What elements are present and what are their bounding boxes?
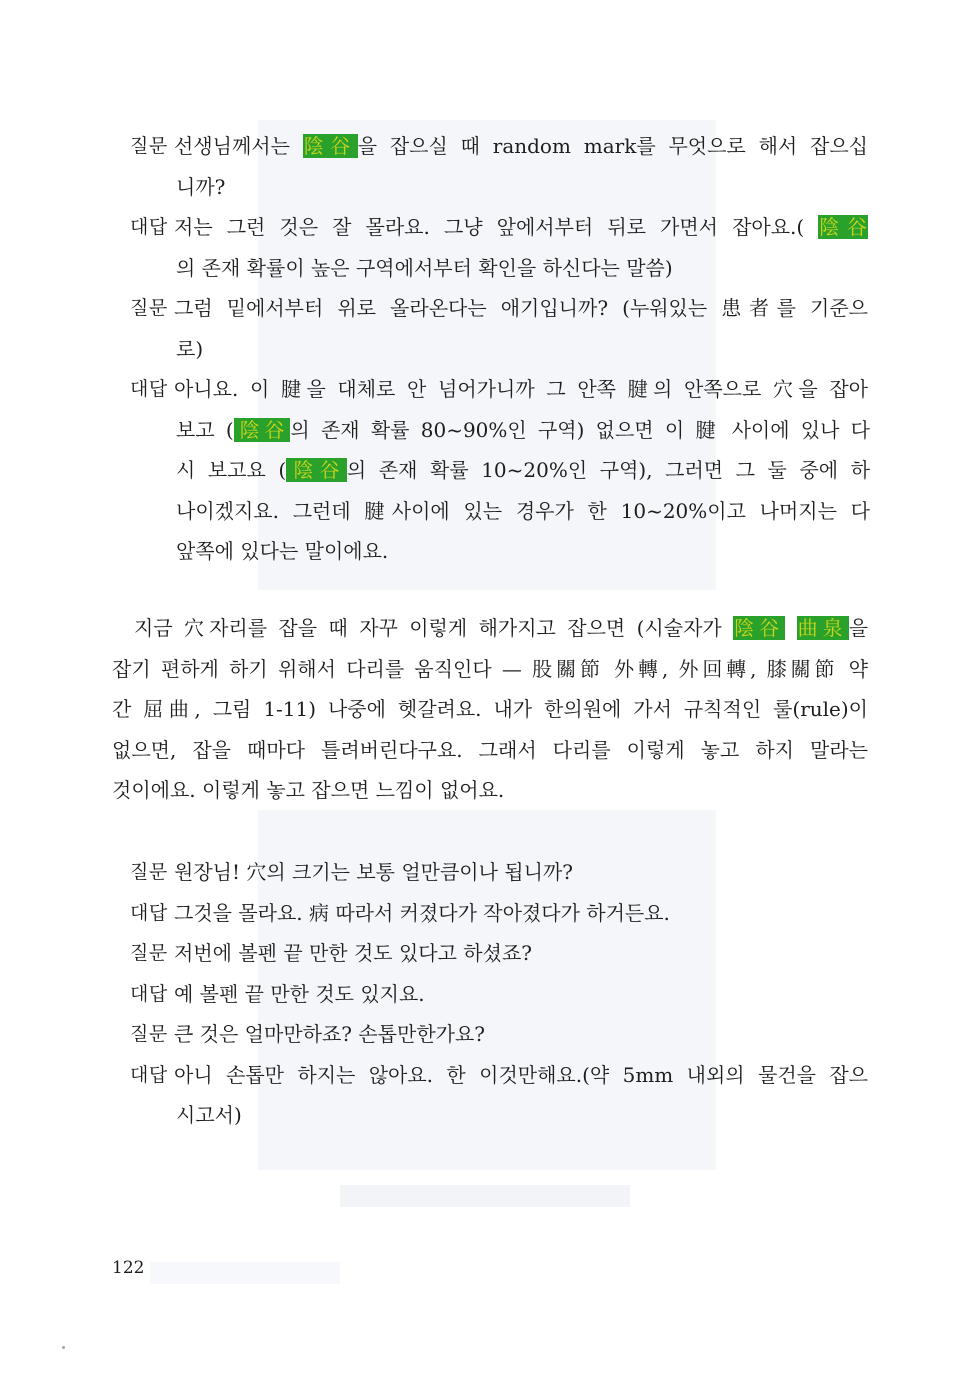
text-run: 로) xyxy=(176,336,204,361)
text-run: 그것을 몰라요. 病 따라서 커졌다가 작아졌다가 하거든요. xyxy=(174,900,670,925)
text-run: 지금 穴자리를 잡을 때 자꾸 이렇게 해가지고 잡으면 (시술자가 xyxy=(134,616,734,640)
text-run: 큰 것은 얼마만하죠? 손톱만한가요? xyxy=(174,1022,485,1046)
question-line xyxy=(0,288,954,329)
qa-continuation-line xyxy=(0,1095,954,1136)
page-number: 122 xyxy=(112,1258,145,1278)
text-run: 을 잡으실 때 random mark를 무엇으로 해서 잡으십 xyxy=(357,134,869,158)
qa-continuation-line xyxy=(0,491,954,532)
text-run: 아니요. 이 腱을 대체로 안 넘어가니까 그 안쪽 腱의 안쪽으로 穴을 잡아 xyxy=(174,377,868,401)
line-text xyxy=(174,369,868,410)
text-run: 을 xyxy=(848,616,869,640)
line-text xyxy=(174,288,868,329)
line-text xyxy=(112,730,868,771)
line-text xyxy=(174,933,868,974)
qa-continuation-line xyxy=(0,410,954,451)
line-text xyxy=(174,852,868,893)
text-run: 원장님! 穴의 크기는 보통 얼만큼이나 됩니까? xyxy=(174,860,573,884)
line-text xyxy=(176,1095,870,1136)
line-text xyxy=(174,207,868,248)
answer-label: 대답 xyxy=(130,901,168,924)
text-run: 니까? xyxy=(176,174,226,199)
answer-line xyxy=(0,369,954,410)
text-run: 시고서) xyxy=(176,1103,242,1127)
line-text xyxy=(176,410,870,451)
text-run: 의 존재 확률이 높은 구역에서부터 확인을 하신다는 말씀) xyxy=(176,255,673,280)
line-text xyxy=(176,450,870,491)
line-text xyxy=(174,1055,868,1096)
scan-speck xyxy=(62,1346,65,1349)
qa-section-1 xyxy=(0,126,954,572)
line-text xyxy=(176,491,870,532)
question-line xyxy=(0,933,954,974)
qa-continuation-line xyxy=(0,167,954,208)
highlighted-term: 陰谷 xyxy=(734,616,785,640)
question-label: 질문 xyxy=(130,135,168,157)
text-run: 그럼 밑에서부터 위로 올라온다는 애기입니까? (누워있는 患者를 기준으 xyxy=(174,296,868,320)
qa-continuation-line xyxy=(0,531,954,572)
background-shade-strip xyxy=(340,1185,630,1207)
line-text xyxy=(174,1014,868,1055)
paragraph-line xyxy=(0,770,954,811)
qa-continuation-line xyxy=(0,248,954,289)
answer-line xyxy=(0,207,954,248)
highlighted-term: 陰谷 xyxy=(287,458,346,482)
background-shade-footer xyxy=(150,1262,340,1284)
text-run: 저는 그런 것은 잘 몰라요. 그냥 앞에서부터 뒤로 가면서 잡아요.( xyxy=(174,215,819,239)
answer-line xyxy=(0,1055,954,1096)
question-line xyxy=(0,126,954,167)
line-text xyxy=(176,531,870,572)
text-run: 잡기 편하게 하기 위해서 다리를 움직인다 — 股關節 外轉, 外回轉, 膝關節 약 xyxy=(112,656,868,681)
line-text xyxy=(112,649,868,690)
question-line xyxy=(0,852,954,893)
text-run: 시 보고요 ( xyxy=(176,458,287,482)
text-run xyxy=(785,616,796,640)
text-run: 의 존재 확률 80~90%인 구역) 없으면 이 腱 사이에 있나 다 xyxy=(290,417,871,442)
highlighted-term: 曲泉 xyxy=(797,616,848,640)
paragraph-line xyxy=(0,649,954,690)
line-text xyxy=(174,974,868,1015)
line-text xyxy=(134,608,868,649)
question-line xyxy=(0,1014,954,1055)
paragraph-line xyxy=(0,608,954,649)
highlighted-term: 陰谷 xyxy=(819,215,867,239)
answer-label: 대답 xyxy=(130,378,168,400)
qa-section-2 xyxy=(0,852,954,1136)
text-run: 선생님께서는 xyxy=(174,134,303,158)
question-label: 질문 xyxy=(130,297,168,319)
line-text xyxy=(174,126,868,167)
text-run: 것이에요. 이렇게 놓고 잡으면 느낌이 없어요. xyxy=(112,778,505,803)
answer-label: 대답 xyxy=(130,1063,168,1086)
highlighted-term: 陰谷 xyxy=(303,134,357,158)
text-run: 나이겠지요. 그런데 腱사이에 있는 경우가 한 10~20%이고 나머지는 다 xyxy=(176,498,870,523)
answer-label: 대답 xyxy=(130,982,168,1005)
text-run: 보고 ( xyxy=(176,417,234,442)
paragraph-line xyxy=(0,730,954,771)
text-run: 없으면, 잡을 때마다 틀려버린다구요. 그래서 다리를 이렇게 놓고 하지 말라는 xyxy=(112,737,868,762)
answer-label: 대답 xyxy=(130,216,168,238)
line-text xyxy=(112,770,868,811)
question-label: 질문 xyxy=(130,942,168,964)
body-paragraph xyxy=(0,608,954,811)
line-text xyxy=(174,893,868,934)
text-run: 간 屈曲, 그림 1-11) 나중에 헷갈려요. 내가 한의원에 가서 규칙적인 룰(rule)이 xyxy=(112,697,868,722)
highlighted-term: 陰谷 xyxy=(234,417,290,442)
paragraph-line xyxy=(0,689,954,730)
text-run: 의 존재 확률 10~20%인 구역), 그러면 그 둘 중에 하 xyxy=(346,458,870,482)
line-text xyxy=(176,248,870,289)
answer-line xyxy=(0,893,954,934)
line-text xyxy=(176,329,870,370)
line-text xyxy=(176,167,870,208)
question-label: 질문 xyxy=(130,1023,168,1045)
question-label: 질문 xyxy=(130,861,168,883)
qa-continuation-line xyxy=(0,450,954,491)
answer-line xyxy=(0,974,954,1015)
text-run: 저번에 볼펜 끝 만한 것도 있다고 하셨죠? xyxy=(174,941,532,965)
text-run: 예 볼펜 끝 만한 것도 있지요. xyxy=(174,981,425,1006)
qa-continuation-line xyxy=(0,329,954,370)
line-text xyxy=(112,689,868,730)
text-run: 앞쪽에 있다는 말이에요. xyxy=(176,539,389,563)
text-run: 아니 손톱만 하지는 않아요. 한 이것만해요.(약 5mm 내외의 물건을 잡으 xyxy=(174,1062,868,1087)
